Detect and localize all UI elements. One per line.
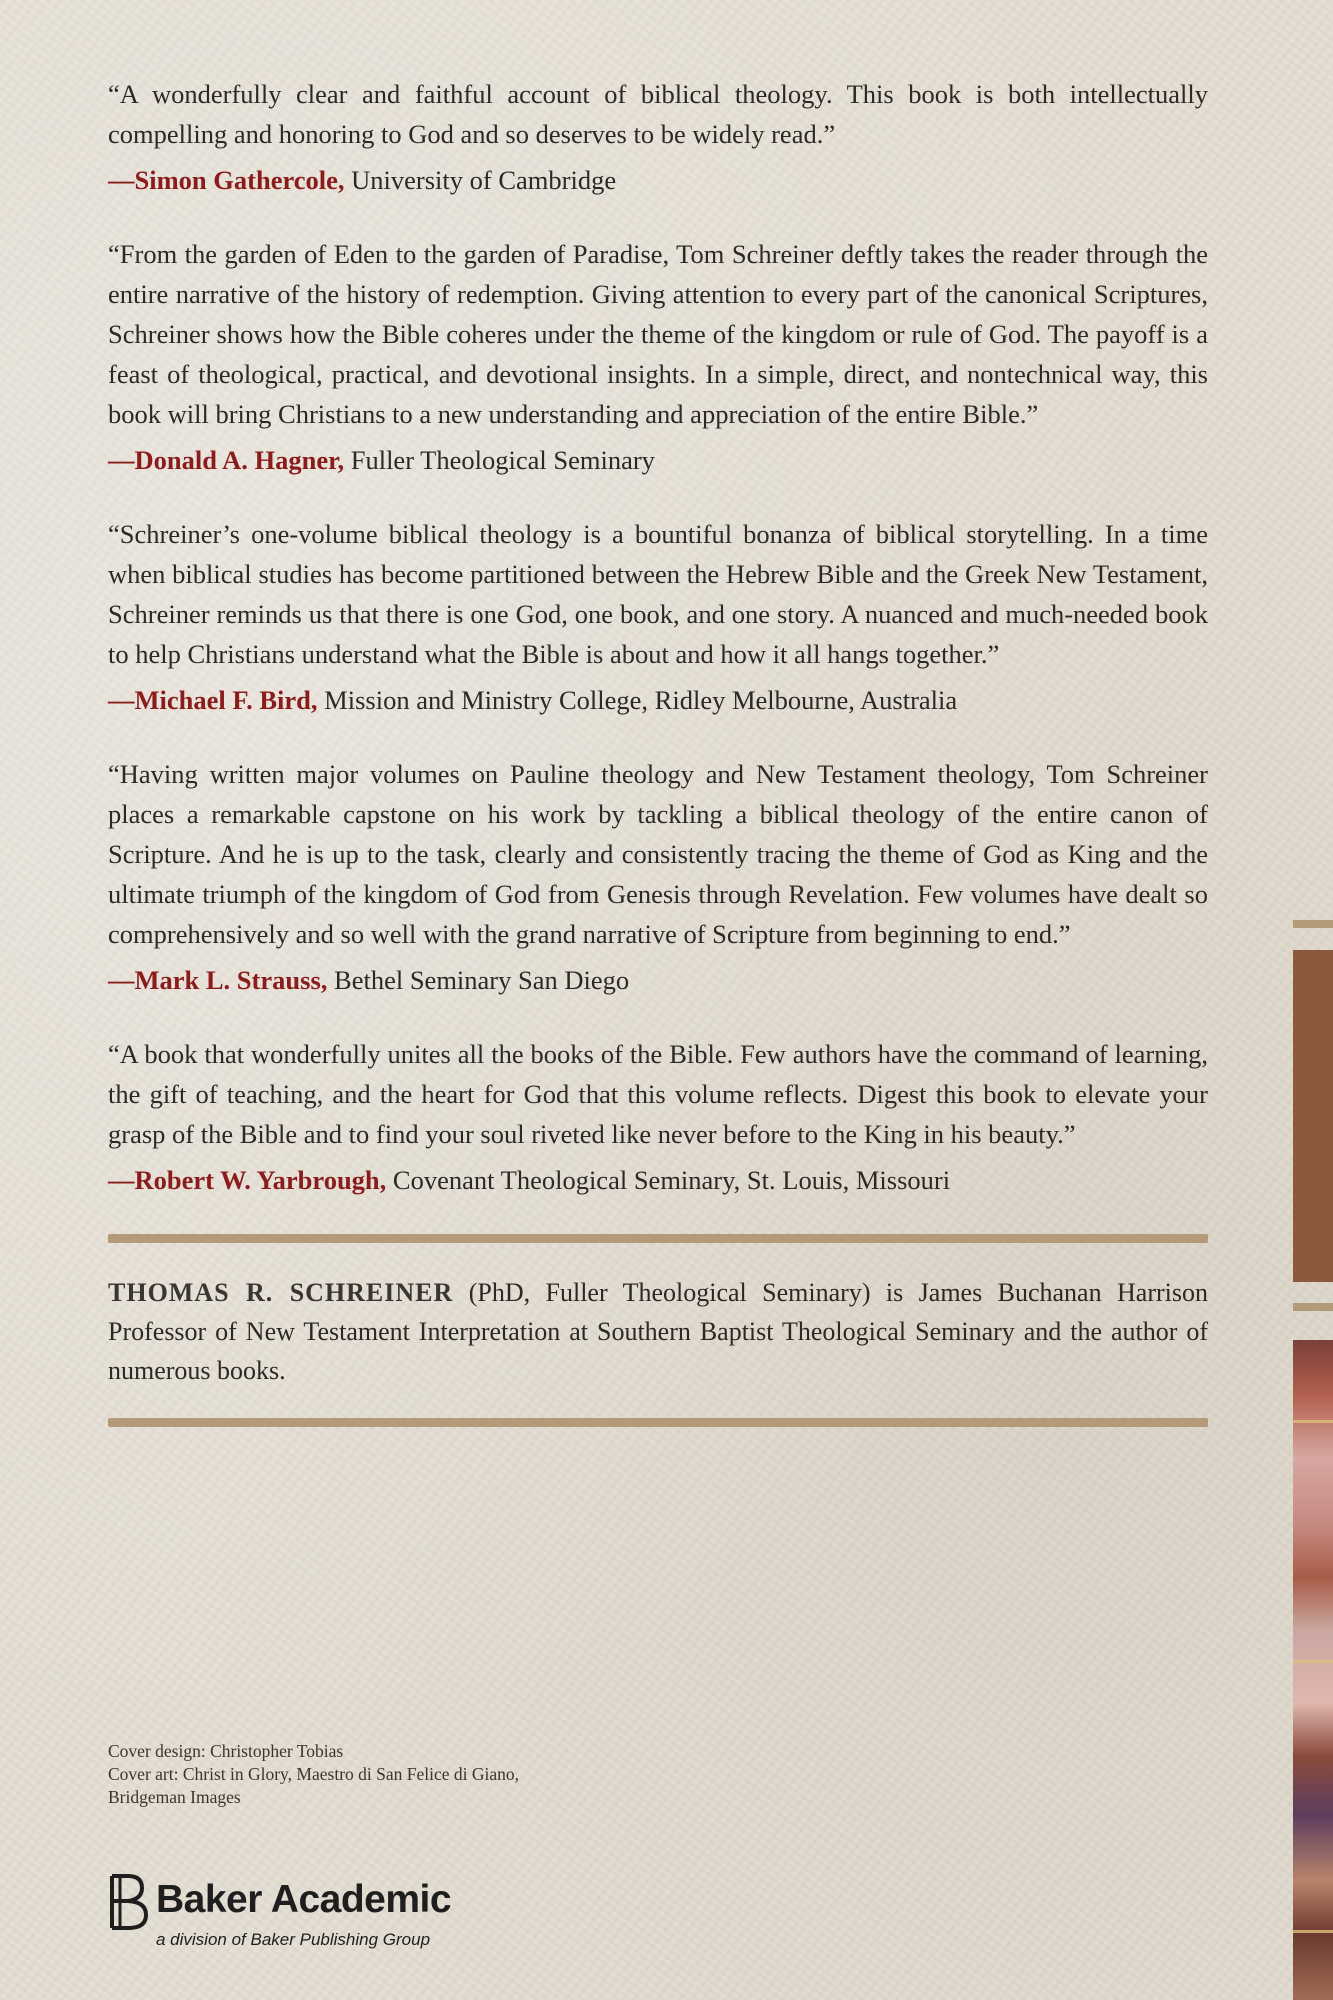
cover-design-credit: Cover design: Christopher Tobias <box>108 1741 344 1761</box>
endorsement-quote: “From the garden of Eden to the garden of Paradise, Tom Schreiner deftly takes the reader through the entire narrative of the history of redemption. Giving attention to every part of the canonical Scriptures, Schreiner shows how the Bible coheres under the theme of the kingdom or rule of God. The payoff is a feast of theological, practical, and devotional insights. In a simple, direct, and nontechnical way, this book will bring Christians to a new understanding and appreciation of the entire Bible.” <box>108 239 1208 429</box>
endorsement-2 <box>108 234 1208 480</box>
endorser-affiliation: Covenant Theological Seminary, St. Louis, Missouri <box>386 1165 951 1195</box>
back-cover-content <box>108 74 1208 1427</box>
spine-edge <box>1293 0 1333 2000</box>
spine-cover-art <box>1293 1340 1333 2000</box>
endorsement-1 <box>108 74 1208 200</box>
cover-art-credit: Cover art: Christ in Glory, Maestro di San Felice di Giano, <box>108 1764 520 1784</box>
spine-art-detail <box>1293 1420 1333 1423</box>
cover-art-credit-cont: Bridgeman Images <box>108 1787 241 1807</box>
spine-art-detail <box>1293 1660 1333 1663</box>
publisher-tagline: a division of Baker Publishing Group <box>156 1930 431 1949</box>
spine-color-block <box>1293 950 1333 1282</box>
endorsement-quote: “Having written major volumes on Pauline theology and New Testament theology, Tom Schreiner places a remarkable capstone on his work by tackling a biblical theology of the entire canon of Scripture. And he is up to the task, clearly and consistently tracing the theme of God as King and the ultimate triumph of the kingdom of God from Genesis through Revelation. Few volumes have dealt so comprehensively and so well with the grand narrative of Scripture from beginning to end.” <box>108 759 1208 949</box>
endorsement-3 <box>108 514 1208 720</box>
endorser-name: —Mark L. Strauss, <box>108 965 328 995</box>
divider-top <box>108 1234 1208 1243</box>
endorser-affiliation: University of Cambridge <box>344 165 617 195</box>
endorsement-5 <box>108 1034 1208 1200</box>
publisher-logo <box>108 1872 528 1952</box>
endorser-affiliation: Bethel Seminary San Diego <box>327 965 630 995</box>
endorsement-attribution <box>108 960 1208 1000</box>
endorser-name: —Robert W. Yarbrough, <box>108 1165 387 1195</box>
endorsement-attribution <box>108 440 1208 480</box>
endorser-affiliation: Fuller Theological Seminary <box>344 445 655 475</box>
endorser-name: —Donald A. Hagner, <box>108 445 345 475</box>
endorser-name: —Michael F. Bird, <box>108 685 318 715</box>
author-bio <box>108 1273 1208 1390</box>
endorser-affiliation: Mission and Ministry College, Ridley Melbourne, Australia <box>317 685 958 715</box>
author-bio-text: (PhD, Fuller Theological Seminary) is James Buchanan Harrison Professor of New Testament Interpretation at Southern Baptist Theological Seminary and the author of numerous books. <box>108 1278 1208 1385</box>
baker-b-logo-icon <box>108 1872 152 1932</box>
spine-band <box>1293 920 1333 928</box>
divider-bottom <box>108 1418 1208 1427</box>
endorsement-attribution <box>108 1160 1208 1200</box>
endorsement-attribution <box>108 680 1208 720</box>
endorsement-quote: “A wonderfully clear and faithful account of biblical theology. This book is both intellectually compelling and honoring to God and so deserves to be widely read.” <box>108 79 1208 149</box>
endorser-name: —Simon Gathercole, <box>108 165 345 195</box>
endorsement-4 <box>108 754 1208 1000</box>
endorsement-quote: “A book that wonderfully unites all the books of the Bible. Few authors have the command of learning, the gift of teaching, and the heart for God that this volume reflects. Digest this book to elevate your grasp of the Bible and to find your soul riveted like never before to the King in his beauty.” <box>108 1039 1208 1149</box>
cover-credits <box>108 1740 519 1809</box>
endorsement-attribution <box>108 160 1208 200</box>
publisher-name: Baker Academic <box>156 1878 452 1921</box>
spine-band <box>1293 1303 1333 1311</box>
spine-art-detail <box>1293 1930 1333 1933</box>
endorsement-quote: “Schreiner’s one-volume biblical theology is a bountiful bonanza of biblical storytelling. In a time when biblical studies has become partitioned between the Hebrew Bible and the Greek New Testament, Schreiner reminds us that there is one God, one book, and one story. A nuanced and much-needed book to help Christians understand what the Bible is about and how it all hangs together.” <box>108 519 1208 669</box>
author-name: THOMAS R. SCHREINER <box>108 1278 454 1307</box>
